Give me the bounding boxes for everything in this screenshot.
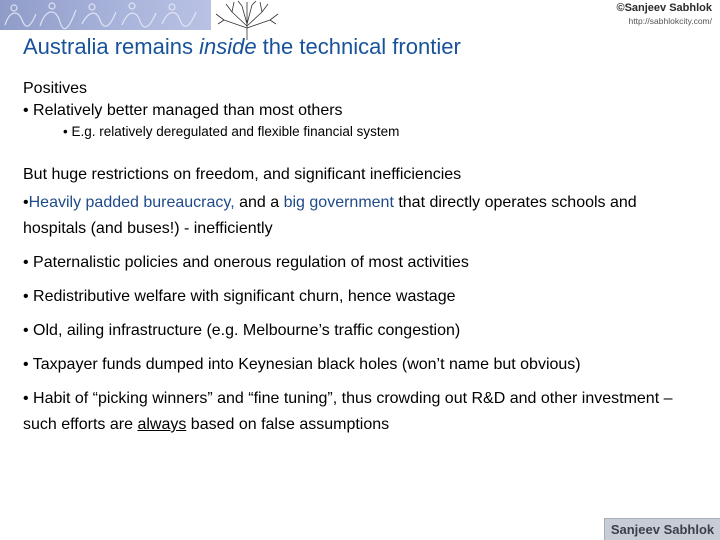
positives-sub-bullet: • E.g. relatively deregulated and flexible financial system <box>63 124 400 139</box>
negatives-heading: But huge restrictions on freedom, and significant inefficiencies <box>23 166 462 183</box>
bullet: • <box>23 194 29 211</box>
negatives-item-welfare: • Redistributive welfare with significant churn, hence wastage <box>23 288 456 305</box>
slide-content <box>23 78 703 446</box>
highlight-bureaucracy: Heavily padded bureaucracy, <box>28 194 235 211</box>
text-segment: • Habit of “picking winners” and “fine tuning”, thus crowding out R&D and other investment – such efforts are <box>23 390 673 433</box>
header-banner-image <box>0 0 211 30</box>
text-segment: and a <box>234 194 284 211</box>
copyright-block <box>616 2 712 27</box>
footer-logo <box>604 518 720 540</box>
negatives-item-bureaucracy <box>23 190 703 242</box>
copyright-url: http://sabhlokcity.com/ <box>628 16 712 26</box>
footer-logo-text: Sanjeev Sabhlok <box>610 522 715 537</box>
negatives-item-paternalistic: • Paternalistic policies and onerous regulation of most activities <box>23 254 469 271</box>
highlight-big-government: big government <box>283 194 394 211</box>
negatives-item-keynesian: • Taxpayer funds dumped into Keynesian black holes (won’t name but obvious) <box>23 356 581 373</box>
negatives-item-infrastructure: • Old, ailing infrastructure (e.g. Melbourne’s traffic congestion) <box>23 322 461 339</box>
floral-pattern-graphic <box>0 0 211 30</box>
negatives-item-picking-winners <box>23 386 703 438</box>
slide-title <box>23 34 461 60</box>
title-emphasis: inside <box>199 34 257 59</box>
title-part1: Australia remains <box>23 34 200 59</box>
positives-heading: Positives <box>23 80 88 97</box>
text-segment: based on false assumptions <box>186 416 390 433</box>
copyright-name: ©Sanjeev Sabhlok <box>616 2 712 14</box>
text-segment: that directly operates schools and hospitals (and buses!) - inefficiently <box>23 194 637 237</box>
positives-bullet: • Relatively better managed than most others <box>23 102 343 119</box>
underlined-always: always <box>137 416 187 433</box>
title-part2: the technical frontier <box>256 34 461 59</box>
